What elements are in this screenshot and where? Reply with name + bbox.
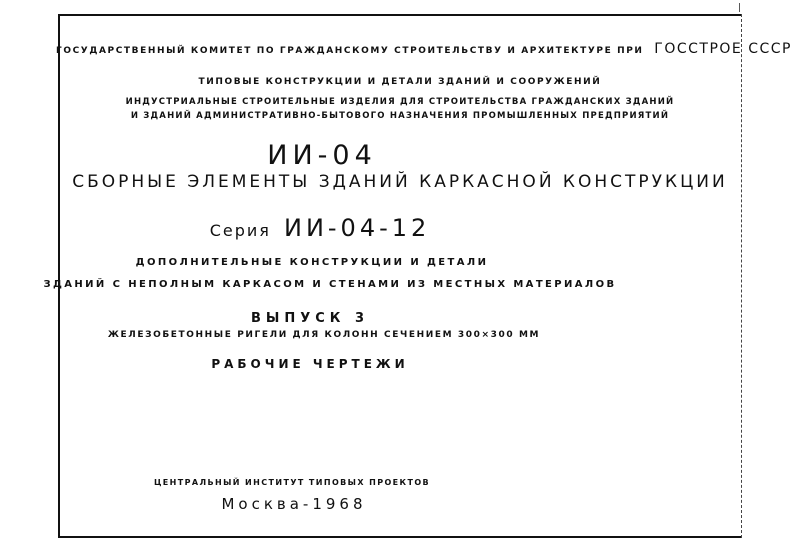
institute-line: ЦЕНТРАЛЬНЫЙ ИНСТИТУТ ТИПОВЫХ ПРОЕКТОВ [153,478,431,487]
drawing-frame [58,14,742,538]
industrial-line-2: И ЗДАНИЙ АДМИНИСТРАТИВНО-БЫТОВОГО НАЗНАЧЕНИЯ ПРОМЫШЛЕННЫХ ПРЕДПРИЯТИЙ [130,111,670,121]
issue-type: РАБОЧИЕ ЧЕРТЕЖИ [211,357,409,371]
corner-mark: | [738,3,742,13]
series-desc-1: ДОПОЛНИТЕЛЬНЫЕ КОНСТРУКЦИИ И ДЕТАЛИ [135,257,489,268]
committee-line [56,41,792,57]
city-year: Москва-1968 [221,495,367,513]
title-name: СБОРНЫЕ ЭЛЕМЕНТЫ ЗДАНИЙ КАРКАСНОЙ КОНСТРУКЦИИ [72,172,728,192]
issue-label: ВЫПУСК 3 [250,311,370,326]
series-number: ИИ-04-12 [283,214,431,242]
gosstroy-text: ГОССТРОЕ СССР [654,41,792,57]
series-desc-2: ЗДАНИЙ С НЕПОЛНЫМ КАРКАСОМ И СТЕНАМИ ИЗ МЕСТНЫХ МАТЕРИАЛОВ [43,279,617,290]
committee-text: ГОСУДАРСТВЕННЫЙ КОМИТЕТ ПО ГРАЖДАНСКОМУ СТРОИТЕЛЬСТВУ И АРХИТЕКТУРЕ ПРИ [56,46,644,56]
series-line [0,214,662,242]
issue-desc: ЖЕЛЕЗОБЕТОННЫЕ РИГЕЛИ ДЛЯ КОЛОНН СЕЧЕНИЕМ 300×300 ММ [107,330,541,340]
typical-structures-line: ТИПОВЫЕ КОНСТРУКЦИИ И ДЕТАЛИ ЗДАНИЙ И СООРУЖЕНИЙ [198,77,602,87]
industrial-line-1: ИНДУСТРИАЛЬНЫЕ СТРОИТЕЛЬНЫЕ ИЗДЕЛИЯ ДЛЯ СТРОИТЕЛЬСТВА ГРАЖДАНСКИХ ЗДАНИЙ [125,97,675,107]
frame-right-edge [741,14,744,538]
title-code: ИИ-04 [267,140,377,171]
series-label: Серия [209,221,271,240]
